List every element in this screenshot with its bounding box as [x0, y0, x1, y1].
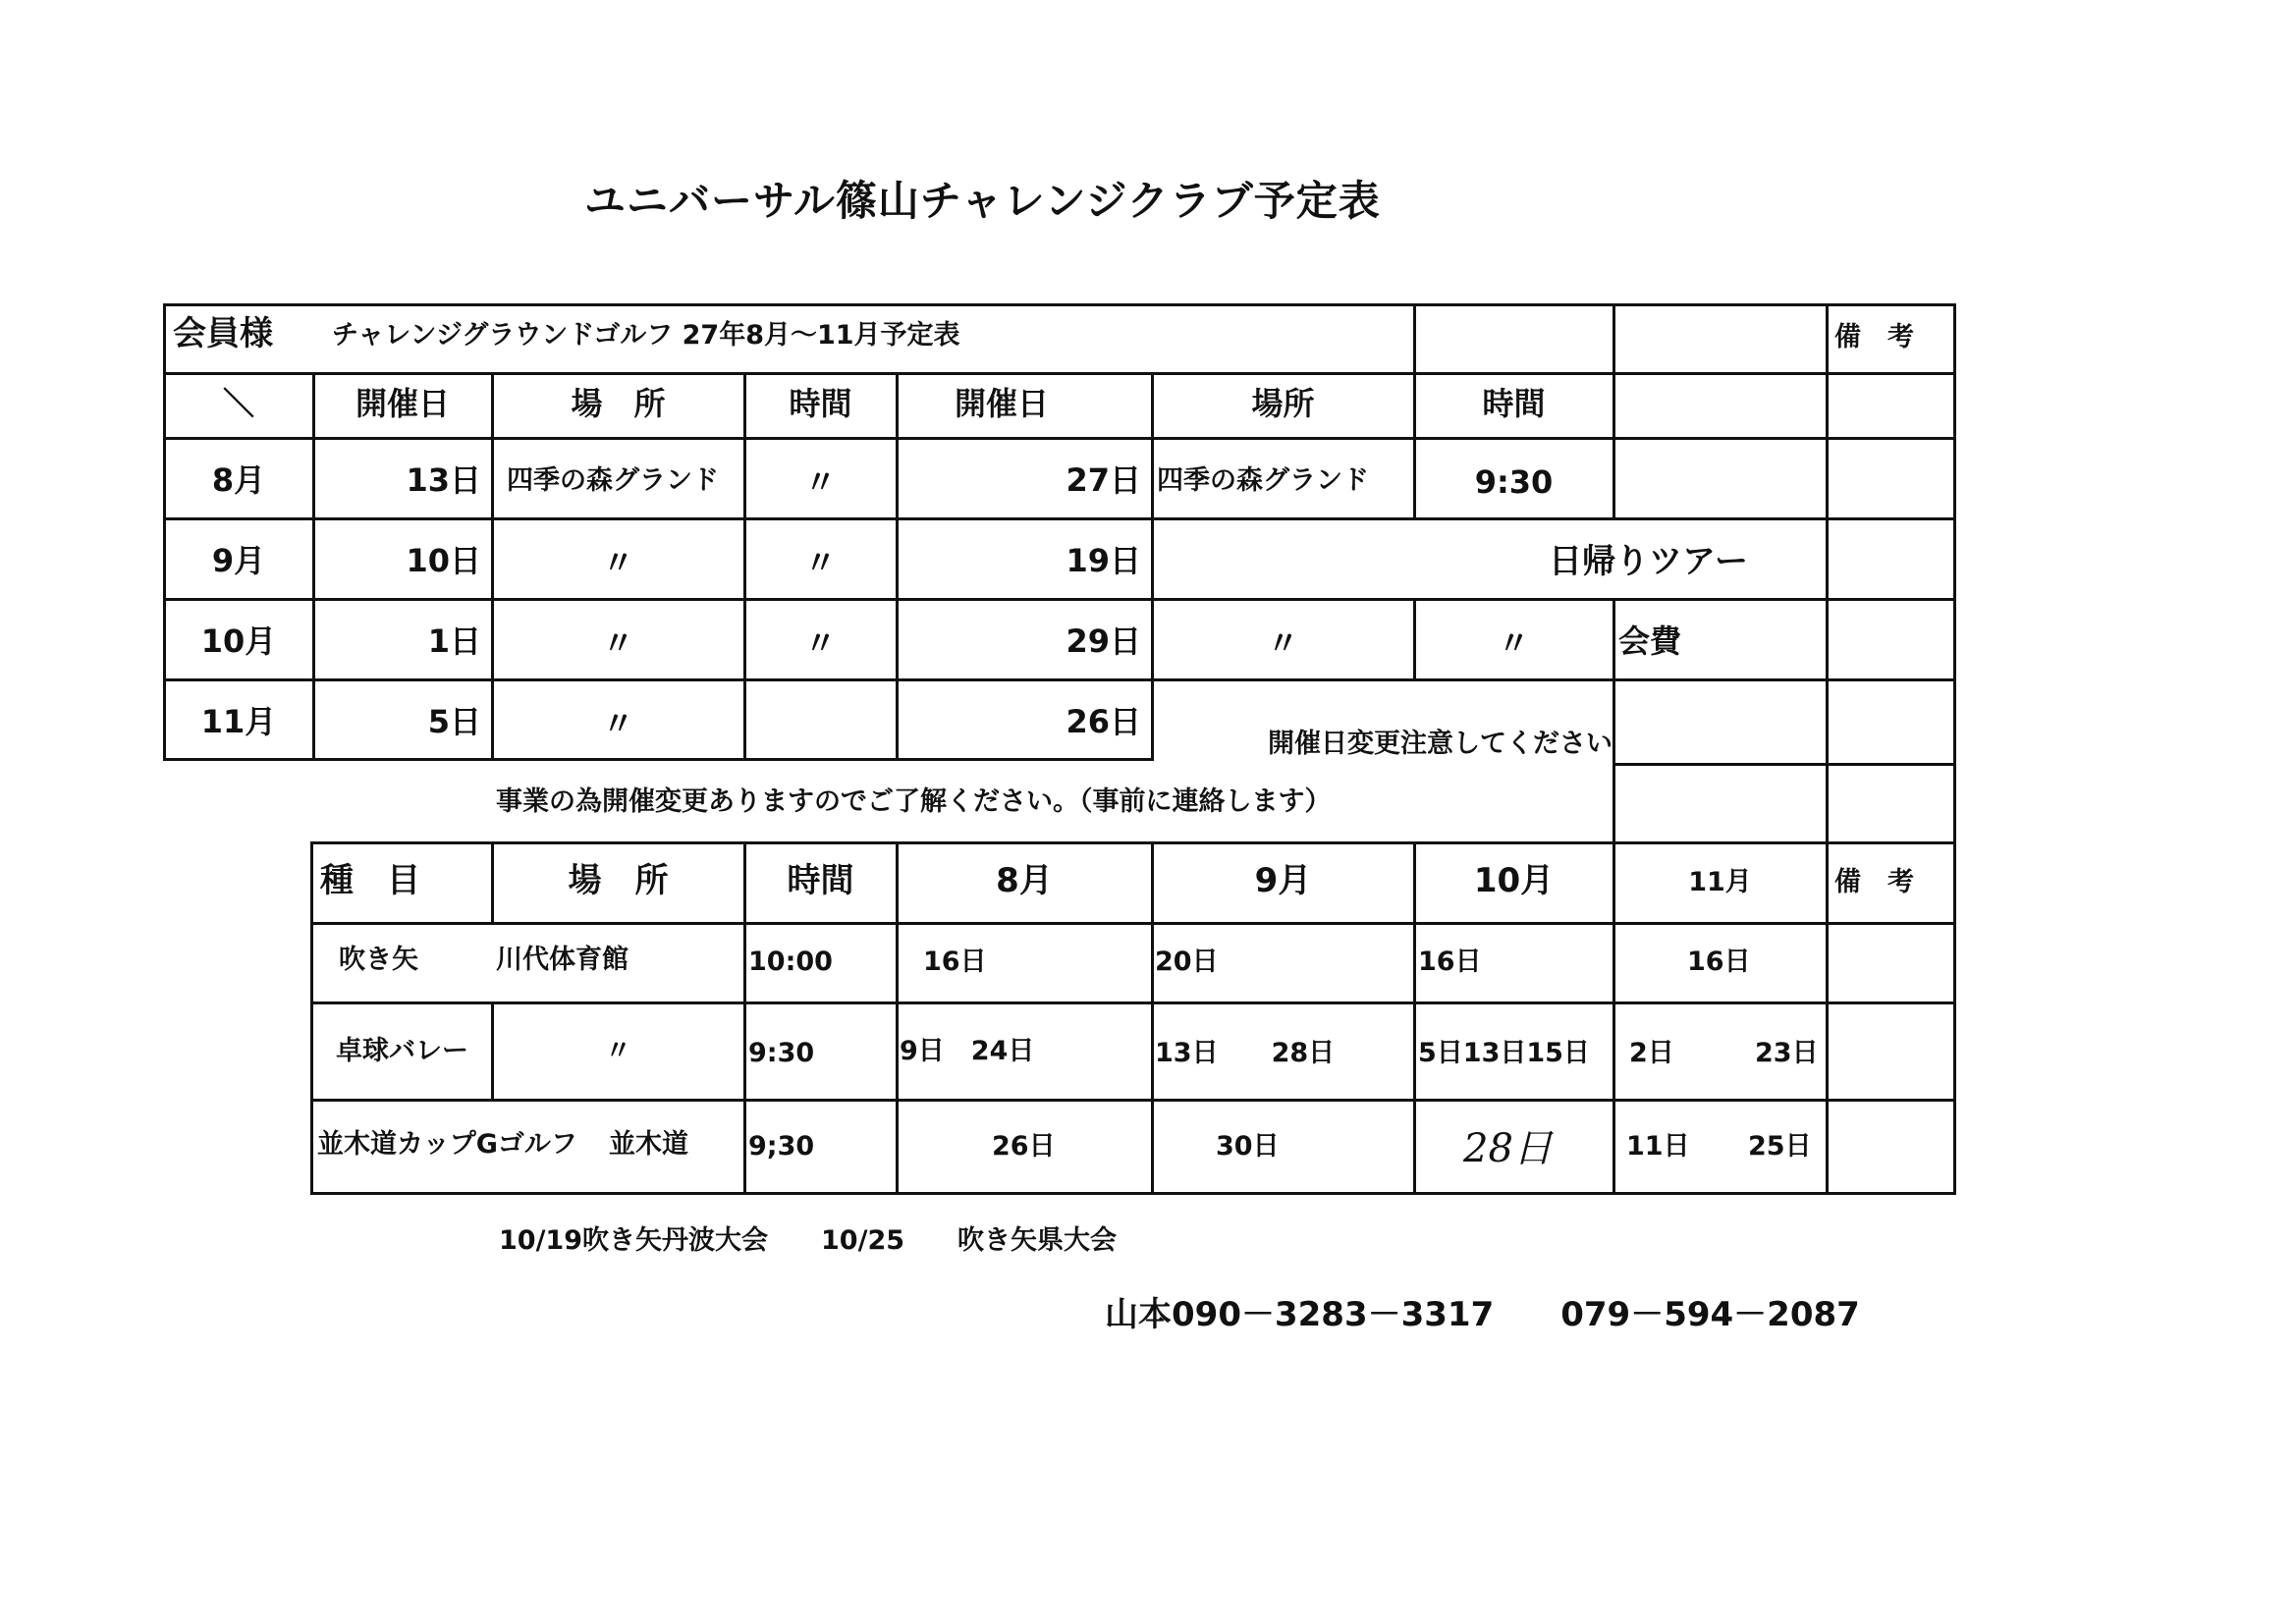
time-header: 時間	[787, 861, 854, 900]
time-cell: 9:30	[1474, 463, 1554, 501]
oct-header: 10月	[1473, 861, 1555, 900]
place2-header: 場所	[1251, 385, 1315, 422]
date-cell: 13日	[406, 461, 481, 499]
event-cell: 並木道カップGゴルフ	[317, 1129, 577, 1160]
place-cell: 〃	[605, 1036, 631, 1066]
time-cell: 〃	[804, 544, 837, 581]
oct-cell: 16日	[1418, 947, 1482, 977]
event-cell: 吹き矢	[339, 945, 418, 975]
time2-header: 時間	[1482, 385, 1546, 422]
date-cell: 5日	[427, 703, 481, 740]
time-cell: 〃	[804, 624, 837, 662]
time-cell: 10:00	[748, 947, 833, 977]
month-cell: 9月	[211, 542, 266, 579]
table-subtitle: チャレンジグラウンドゴルフ 27年8月〜11月予定表	[332, 320, 960, 351]
note-cell: 会費	[1618, 622, 1682, 660]
oct-cell-handwritten: 28日	[1463, 1126, 1553, 1171]
date2-header: 開催日	[955, 385, 1050, 422]
nov-cell: 2日	[1629, 1038, 1674, 1068]
nov-cell: 23日	[1755, 1038, 1819, 1068]
note-cell: 開催日変更注意してください	[1268, 729, 1613, 759]
oct-cell: 5日13日15日	[1418, 1038, 1590, 1068]
place-cell: 並木道	[609, 1129, 688, 1160]
time-cell: 9;30	[748, 1131, 815, 1162]
event-header: 種 目	[320, 861, 420, 900]
aug-cell: 26日	[992, 1131, 1056, 1162]
date-cell: 27日	[1066, 461, 1141, 499]
nov-cell: 11日	[1626, 1131, 1690, 1162]
place-header: 場 所	[568, 861, 669, 900]
place-cell: 〃	[602, 705, 634, 742]
aug-header: 8月	[996, 861, 1053, 900]
nov-cell: 16日	[1687, 947, 1751, 977]
aug-cell: 16日	[923, 947, 987, 977]
contact-info: 山本090－3283－3317 079－594－2087	[1105, 1295, 1860, 1334]
corner-header: ＼	[222, 385, 254, 422]
nov-header: 11月	[1688, 867, 1752, 897]
member-label: 会員様	[173, 314, 273, 353]
sep-header: 9月	[1254, 861, 1312, 900]
event-cell: 卓球バレー	[336, 1036, 468, 1066]
date-cell: 29日	[1066, 622, 1141, 660]
time1-header: 時間	[789, 385, 852, 422]
sep-cell: 13日 28日	[1155, 1038, 1336, 1068]
time-cell: 〃	[804, 463, 837, 501]
place-cell: 川代体育館	[496, 945, 629, 975]
date-cell: 1日	[427, 622, 481, 660]
month-cell: 11月	[200, 703, 277, 740]
aug-cell: 9日 24日	[900, 1036, 1035, 1066]
sep-cell: 30日	[1216, 1131, 1280, 1162]
date-cell: 10日	[406, 542, 481, 579]
place-cell: 〃	[602, 544, 634, 581]
place-cell: 四季の森グランド	[1157, 465, 1369, 496]
page-title: ユニバーサル篠山チャレンジクラブ予定表	[584, 177, 1381, 225]
date-cell: 26日	[1066, 703, 1141, 740]
change-notice: 事業の為開催変更ありますのでご了解ください。（事前に連絡します）	[496, 786, 1332, 817]
place1-header: 場 所	[571, 385, 666, 422]
date-cell: 19日	[1066, 542, 1141, 579]
events-note: 10/19吹き矢丹波大会 10/25 吹き矢県大会	[499, 1225, 1118, 1256]
note-cell: 日帰りツアー	[1549, 542, 1748, 581]
date1-header: 開催日	[355, 385, 450, 422]
month-cell: 8月	[211, 461, 266, 499]
sep-cell: 20日	[1155, 947, 1219, 977]
remarks-header: 備 考	[1834, 322, 1914, 352]
time-cell: 〃	[1498, 624, 1530, 662]
nov-cell: 25日	[1748, 1131, 1812, 1162]
time-cell: 9:30	[748, 1038, 815, 1068]
place-cell: 〃	[602, 624, 634, 662]
place-cell: 四季の森グランド	[507, 465, 719, 496]
month-cell: 10月	[200, 622, 277, 660]
remarks-header: 備 考	[1834, 867, 1914, 897]
place-cell: 〃	[1267, 624, 1299, 662]
